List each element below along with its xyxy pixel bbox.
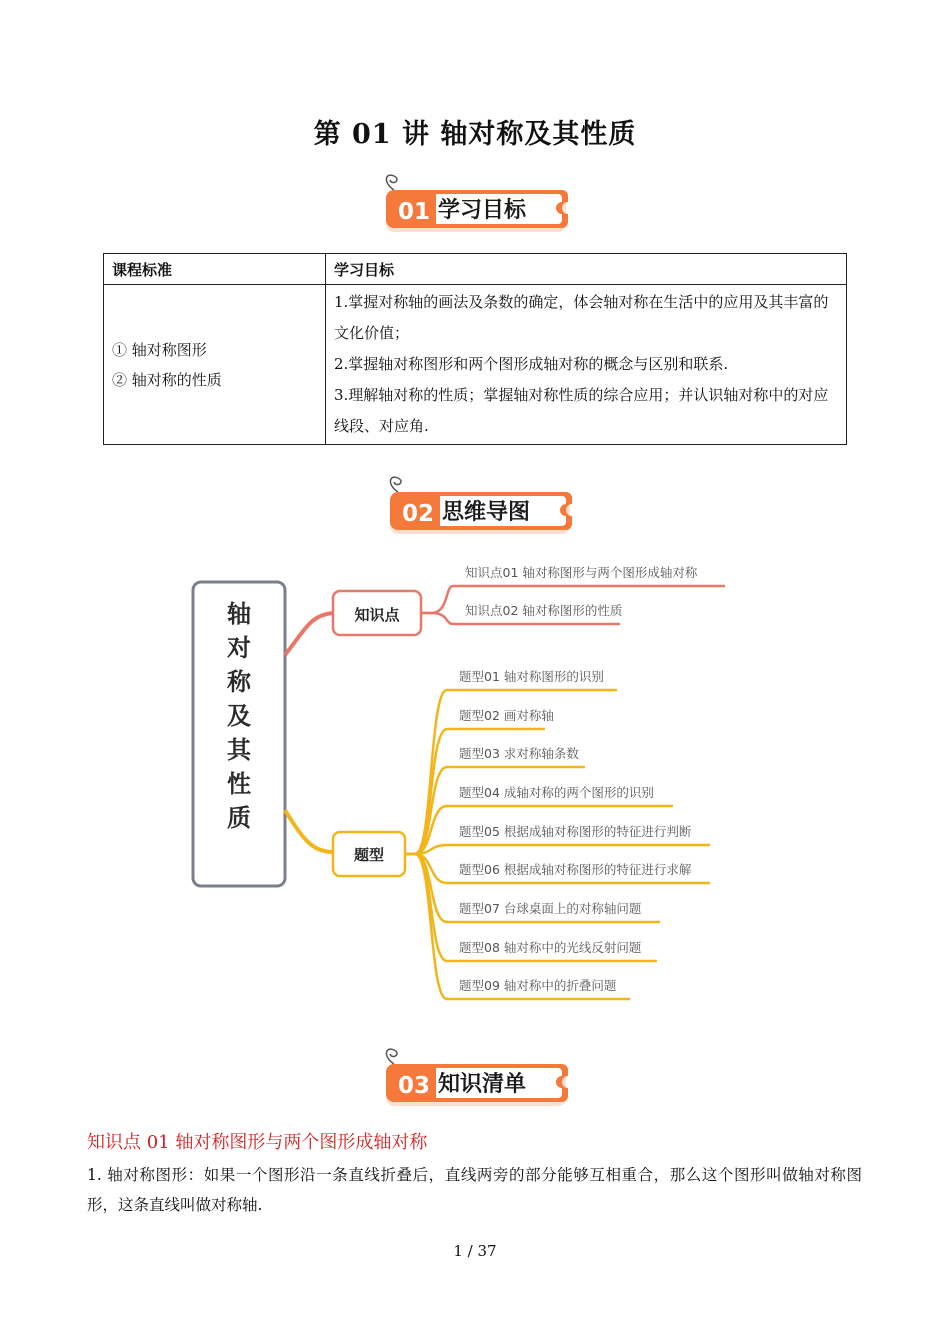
standard-item: ② 轴对称的性质 — [112, 370, 222, 389]
banner-number: 03 — [397, 1073, 430, 1099]
banner-label: 思维导图 — [442, 500, 531, 525]
banner-learning-goals — [380, 172, 580, 236]
mind-map-leaf-label: 题型03 求对称轴条数 — [459, 746, 579, 761]
mind-map-leaf-label: 题型04 成轴对称的两个图形的识别 — [459, 785, 654, 800]
mind-map-leaf-label: 题型08 轴对称中的光线反射问题 — [459, 940, 642, 955]
section-paragraph: 1. 轴对称图形：如果一个图形沿一条直线折叠后，直线两旁的部分能够互相重合，那么这个图形叫做轴对称图形，这条直线叫做对称轴. — [87, 1166, 862, 1214]
table-row — [104, 285, 847, 445]
mind-map — [185, 560, 745, 1015]
banner-number: 01 — [397, 199, 430, 225]
objective-item: 1.掌握对称轴的画法及条数的确定，体会轴对称在生活中的应用及其丰富的文化价值； — [334, 293, 829, 342]
mind-map-node-label: 知识点 — [354, 606, 400, 624]
banner-label: 学习目标 — [438, 198, 527, 223]
banner-label: 知识清单 — [438, 1072, 527, 1097]
mind-map-leaf-label: 题型02 画对称轴 — [459, 708, 554, 723]
banner-knowledge-list — [380, 1046, 580, 1110]
mind-map-leaf-label: 知识点02 轴对称图形的性质 — [465, 603, 623, 618]
mind-map-leaf-label: 题型07 台球桌面上的对称轴问题 — [459, 901, 642, 916]
goals-table — [103, 253, 847, 445]
standard-item: ① 轴对称图形 — [112, 340, 207, 359]
mind-map-leaf-label: 题型01 轴对称图形的识别 — [459, 669, 604, 684]
mind-map-leaf-label: 题型09 轴对称中的折叠问题 — [459, 978, 617, 993]
page-number: 1 / 37 — [453, 1242, 497, 1260]
section-heading: 知识点 01 轴对称图形与两个图形成轴对称 — [87, 1132, 428, 1153]
mind-map-leaf-label: 题型05 根据成轴对称图形的特征进行判断 — [459, 824, 692, 839]
page-title: 第 01 讲 轴对称及其性质 — [313, 119, 637, 150]
mind-map-root-label: 轴对称及其性质 — [227, 600, 251, 832]
header-objectives: 学习目标 — [326, 254, 847, 285]
mind-map-leaf-label: 题型06 根据成轴对称图形的特征进行求解 — [459, 862, 692, 877]
objectives-cell — [326, 285, 847, 445]
banner-number: 02 — [401, 501, 434, 527]
table-header-row — [104, 254, 847, 285]
objective-item: 2.掌握轴对称图形和两个图形成轴对称的概念与区别和联系. — [334, 355, 729, 373]
mind-map-connector — [405, 845, 710, 854]
objective-item: 3.理解轴对称的性质；掌握轴对称性质的综合应用；并认识轴对称中的对应线段、对应角. — [334, 386, 829, 435]
standards-cell — [104, 285, 326, 445]
mind-map-leaf-label: 知识点01 轴对称图形与两个图形成轴对称 — [465, 565, 698, 580]
banner-mind-map — [384, 474, 584, 538]
mind-map-node-label: 题型 — [353, 846, 385, 864]
header-standards: 课程标准 — [104, 254, 326, 285]
